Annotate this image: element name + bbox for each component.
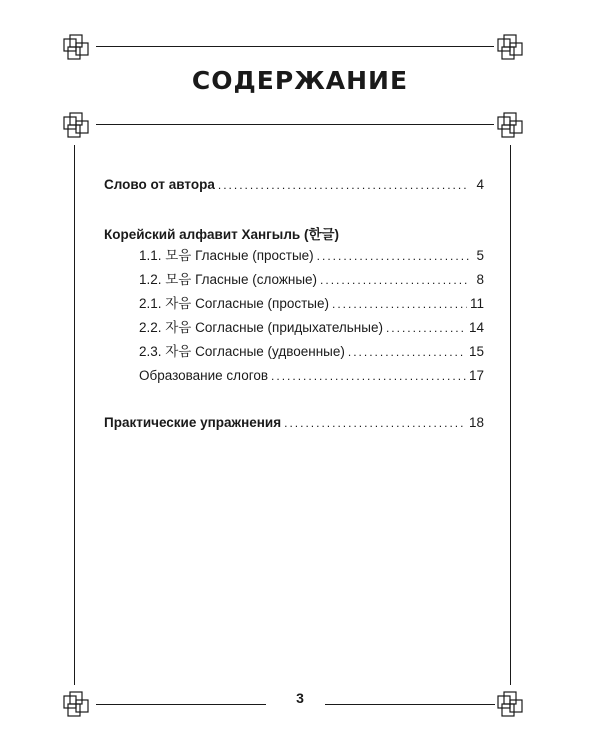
toc-entry-label: 2.3. 자음 Согласные (удвоенные) [139,344,345,359]
toc-entry-label: Практические упражнения [104,415,282,430]
toc-leader-dots [218,176,469,194]
corner-knot-icon [62,33,90,61]
toc-entry-author[interactable] [104,176,484,194]
toc-entry[interactable] [139,247,484,265]
toc-leader-dots [332,295,467,313]
toc-leader-dots [320,271,469,289]
toc-entry-label: 2.1. 자음 Согласные (простые) [139,296,330,311]
toc-entry-page: 18 [468,415,484,430]
toc-entry-label: Образование слогов [139,368,269,383]
toc-leader-dots [317,247,469,265]
frame-top-line [96,46,494,47]
toc-entry[interactable] [139,295,484,313]
corner-knot-icon [62,111,90,139]
toc-entry-label: 1.2. 모음 Гласные (сложные) [139,272,318,287]
toc-entry[interactable] [139,367,484,385]
toc-leader-dots [348,343,466,361]
toc-entry[interactable] [139,271,484,289]
page-title: СОДЕРЖАНИЕ [191,66,409,95]
toc-entry-label: 1.1. 모음 Гласные (простые) [139,248,314,263]
corner-knot-icon [496,111,524,139]
toc-entry-page: 14 [468,320,484,335]
page-number: 3 [296,690,304,706]
toc-entry-label: 2.2. 자음 Согласные (придыхательные) [139,320,383,335]
toc-entry-page: 11 [469,296,484,311]
toc-entry-exercises[interactable] [104,414,484,432]
toc-leader-dots [284,414,466,432]
toc-entry-label: Слово от автора [104,177,215,192]
toc-entry-page: 8 [476,272,484,287]
toc-entry-page: 15 [468,344,484,359]
toc-entry[interactable] [139,343,484,361]
toc-entry-page: 5 [476,248,484,263]
toc-entry[interactable] [139,319,484,337]
frame-title-underline [96,124,494,125]
toc-leader-dots [271,367,466,385]
frame-left-line [74,145,75,685]
frame-right-line [510,145,511,685]
toc-entry-page: 4 [476,177,484,192]
toc-leader-dots [386,319,466,337]
corner-knot-icon [496,33,524,61]
toc-section-heading: Корейский алфавит Хангыль (한글) [104,227,340,242]
toc-entry-page: 17 [468,368,484,383]
